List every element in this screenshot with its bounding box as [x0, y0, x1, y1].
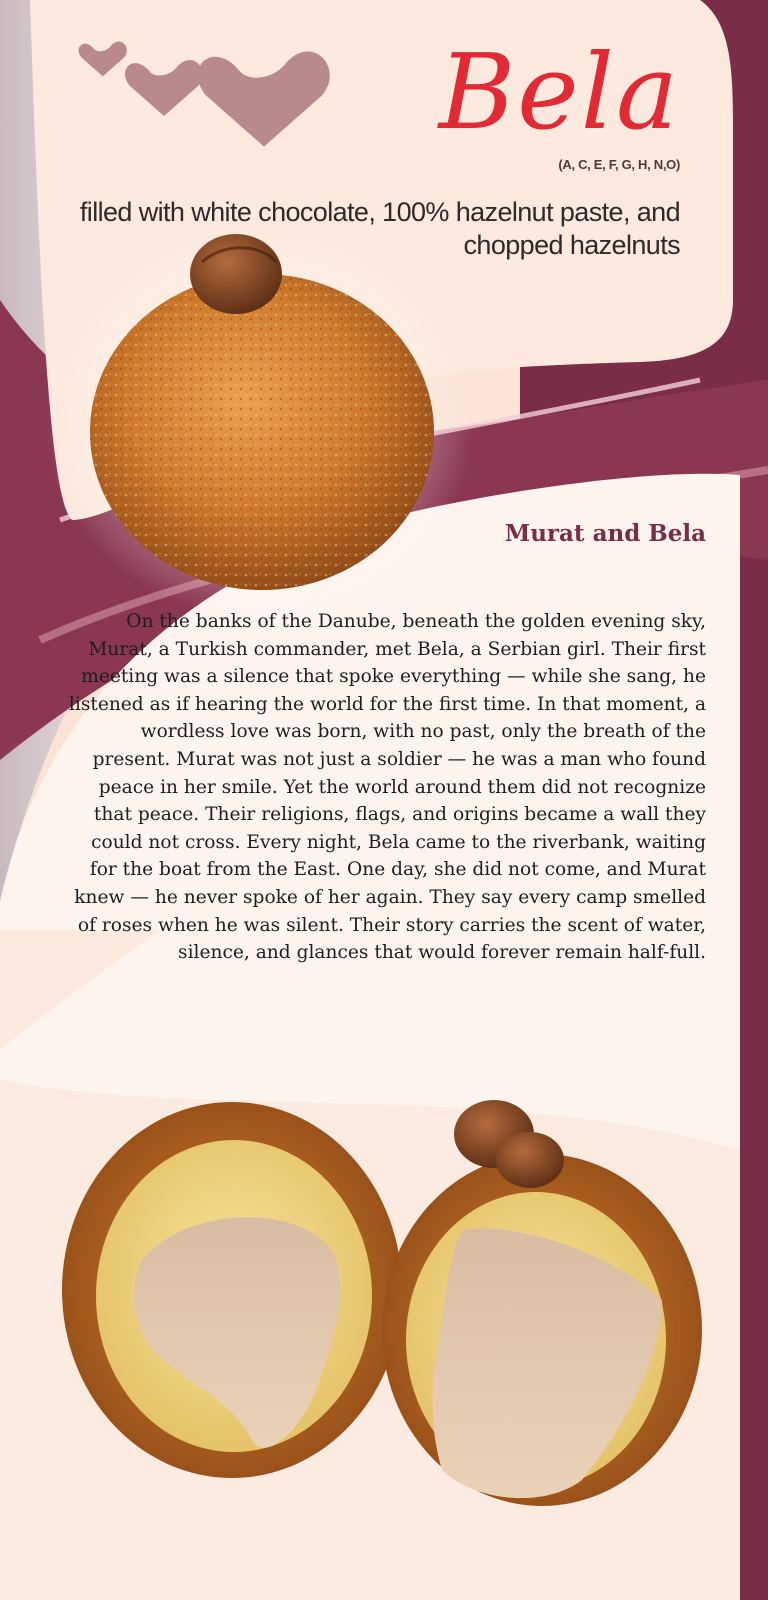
product-photo-cut [62, 1100, 712, 1520]
product-photo-whole [84, 232, 440, 592]
allergen-codes: (A, C, E, F, G, H, N,O) [558, 157, 680, 172]
story-body: On the banks of the Danube, beneath the golden evening sky, Murat, a Turkish commander, met Bela, a Serbian girl. Their first meeting was a silence that spoke everything — while she sang, he listened as if hearing the world for the first time. In that moment, a wordless love was born, with no past, only the breath of the present. Murat was not just a soldier — he was a man who found peace in her smile. Yet the world around them did not recognize that peace. Their religions, flags, and origins became a wall they could not cross. Every night, Bela came to the riverbank, waiting for the boat from the East. One day, she did not come, and Murat knew — he never spoke of her again. They say every camp smelled of roses when he was silent. Their story carries the scent of water, silence, and glances that would forever remain half-full. [68, 611, 706, 964]
heart-icon [78, 28, 340, 152]
product-tagline: filled with white chocolate, 100% hazelnut paste, and chopped hazelnuts [79, 197, 680, 260]
product-logo: Bela [438, 31, 680, 153]
story-title: Murat and Bela [504, 520, 706, 547]
